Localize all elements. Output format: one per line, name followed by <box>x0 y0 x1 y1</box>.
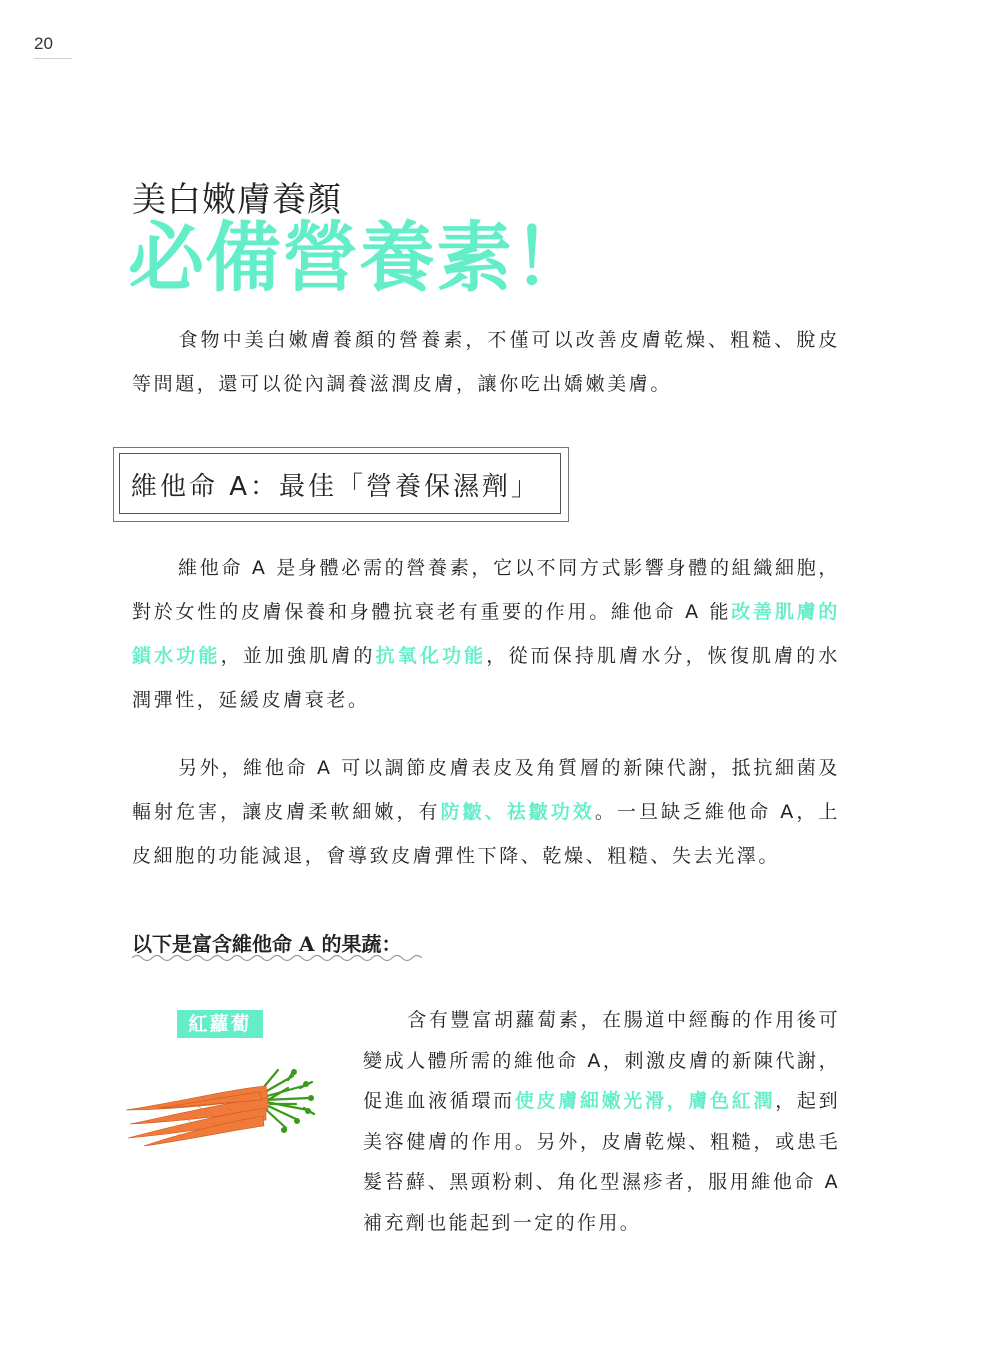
intro-paragraph <box>132 318 840 406</box>
highlight-smooth-skin: 使皮膚細嫩光滑，膚色紅潤 <box>514 1090 776 1112</box>
carrot-text-2: ，起到美容健膚的作用。另外，皮膚乾燥、粗糙，或患毛髮苔蘚、黑頭粉刺、角化型濕疹者，服用維他命 A 補充劑也能起到一定的作用。 <box>363 1090 840 1234</box>
fruit-list-heading: 以下是富含維他命 A 的果蔬： <box>132 932 402 956</box>
carrot-text-1: 含有豐富胡蘿蔔素，在腸道中經酶的作用後可變成人體所需的維他命 A，刺激皮膚的新陳代謝，促進血液循環而 <box>363 1009 840 1112</box>
para2-text-1: 另外，維他命 A 可以調節皮膚表皮及角質層的新陳代謝，抵抗細菌及輻射危害，讓皮膚柔軟細嫩，有 <box>132 757 840 823</box>
highlight-anti-wrinkle: 防皺、祛皺功效 <box>440 801 595 823</box>
kicker-title: 美白嫩膚養顏 <box>132 180 342 220</box>
carrot-paragraph <box>363 1000 840 1243</box>
carrot-image <box>118 1058 318 1150</box>
para1-text-1: 維他命 A 是身體必需的營養素，它以不同方式影響身體的組織細胞，對於女性的皮膚保養和身體抗衰老有重要的作用。維他命 A 能 <box>132 557 840 623</box>
wavy-underline <box>132 952 422 964</box>
section-title: 維他命 A：最佳「營養保濕劑」 <box>131 472 541 502</box>
highlight-antioxidant: 抗氧化功能 <box>375 645 487 667</box>
intro-text: 食物中美白嫩膚養顏的營養素，不僅可以改善皮膚乾燥、粗糙、脫皮等問題，還可以從內調養滋潤皮膚，讓你吃出嬌嫩美膚。 <box>132 329 840 395</box>
vitamin-a-paragraph-1 <box>132 546 840 722</box>
highlight-moisture-lock: 改善肌膚的鎖水功能 <box>132 601 840 667</box>
page-number: 20 <box>34 34 72 59</box>
carrot-tag: 紅蘿蔔 <box>177 1010 263 1038</box>
vitamin-a-paragraph-2 <box>132 746 840 878</box>
para1-text-2: ，並加強肌膚的 <box>220 645 376 667</box>
para1-text-3: ，從而保持肌膚水分，恢復肌膚的水潤彈性，延緩皮膚衰老。 <box>132 645 841 711</box>
para2-text-2: 。一旦缺乏維他命 A，上皮細胞的功能減退，會導致皮膚彈性下降、乾燥、粗糙、失去光澤。 <box>132 801 840 867</box>
headline: 必備營養素！ <box>128 213 590 302</box>
